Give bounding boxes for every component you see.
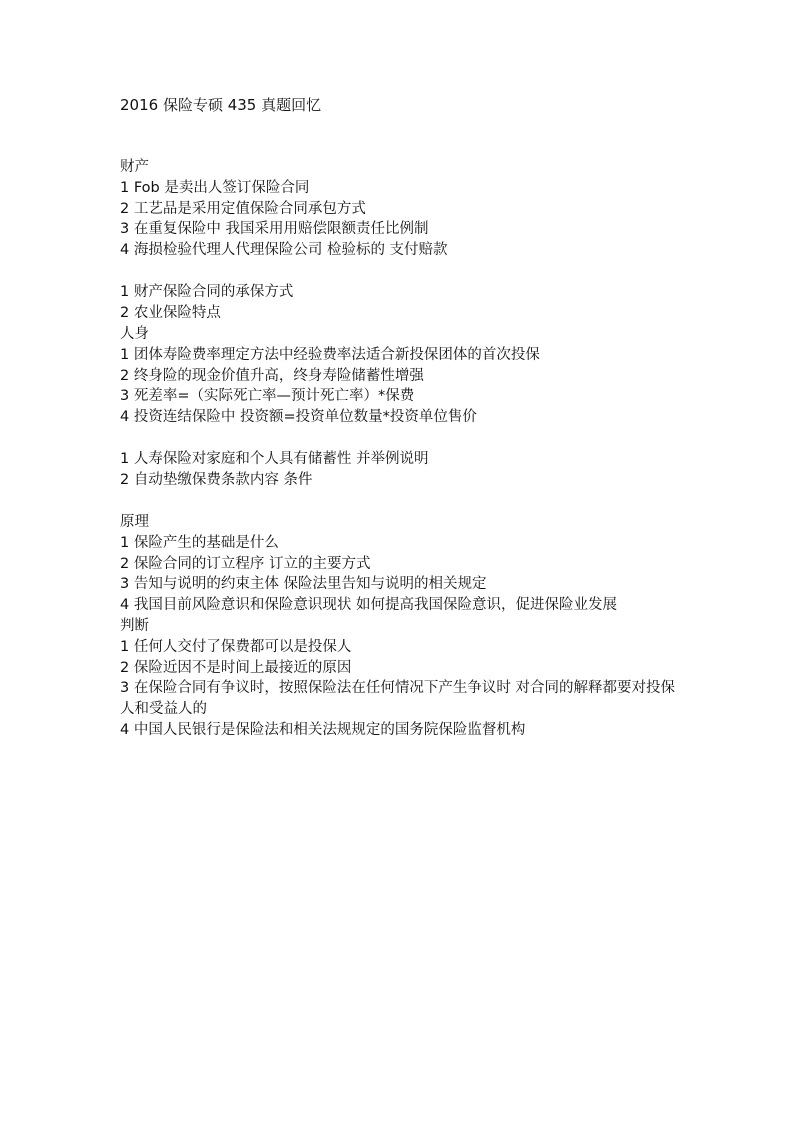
principle-question-4: 4 我国目前风险意识和保险意识现状 如何提高我国保险意识，促进保险业发展 (120, 597, 617, 614)
life-question-2: 2 自动垫缴保费条款内容 条件 (120, 471, 313, 488)
principle-question-2: 2 保险合同的订立程序 订立的主要方式 (120, 555, 371, 572)
spacer (120, 428, 680, 449)
life-judgement-1: 1 团体寿险费率理定方法中经验费率法适合新投保团体的首次投保 (120, 346, 540, 363)
life-judgement-2: 2 终身险的现金价值升高，终身寿险储蓄性增强 (120, 367, 424, 384)
property-question-1: 1 财产保险合同的承保方式 (120, 283, 294, 300)
principle-question-3: 3 告知与说明的约束主体 保险法里告知与说明的相关规定 (120, 576, 487, 593)
life-heading: 人身 (120, 326, 149, 342)
property-judgement-1: 1 Fob 是卖出人签订保险合同 (120, 179, 310, 196)
property-judgement-4: 4 海损检验代理人代理保险公司 检验标的 支付赔款 (120, 242, 448, 259)
property-judgement-2: 2 工艺品是采用定值保险合同承包方式 (120, 200, 366, 217)
property-judgement-3: 3 在重复保险中 我国采用用赔偿限额责任比例制 (120, 221, 429, 238)
principle-judgement-3: 3 在保险合同有争议时，按照保险法在任何情况下产生争议时 对合同的解释都要对投保人和受益人的 (120, 680, 675, 718)
life-judgement-4: 4 投资连结保险中 投资额=投资单位数量*投资单位售价 (120, 409, 477, 426)
principle-judgement-2: 2 保险近因不是时间上最接近的原因 (120, 659, 352, 676)
life-section (120, 324, 680, 490)
spacer (120, 261, 680, 282)
principle-judgement-1: 1 任何人交付了保费都可以是投保人 (120, 638, 352, 655)
property-section (120, 157, 680, 323)
principle-judgement-heading: 判断 (120, 617, 149, 634)
principle-judgement-4: 4 中国人民银行是保险法和相关法规规定的国务院保险监督机构 (120, 721, 526, 738)
property-heading: 财产 (120, 159, 149, 175)
principle-heading: 原理 (120, 514, 149, 530)
document-title: 2016 保险专硕 435 真题回忆 (120, 96, 322, 114)
principle-section (120, 512, 680, 741)
principle-question-1: 1 保险产生的基础是什么 (120, 534, 279, 551)
life-question-1: 1 人寿保险对家庭和个人具有储蓄性 并举例说明 (120, 450, 429, 467)
life-judgement-3: 3 死差率=（实际死亡率—预计死亡率）*保费 (120, 388, 415, 405)
property-question-2: 2 农业保险特点 (120, 304, 221, 321)
